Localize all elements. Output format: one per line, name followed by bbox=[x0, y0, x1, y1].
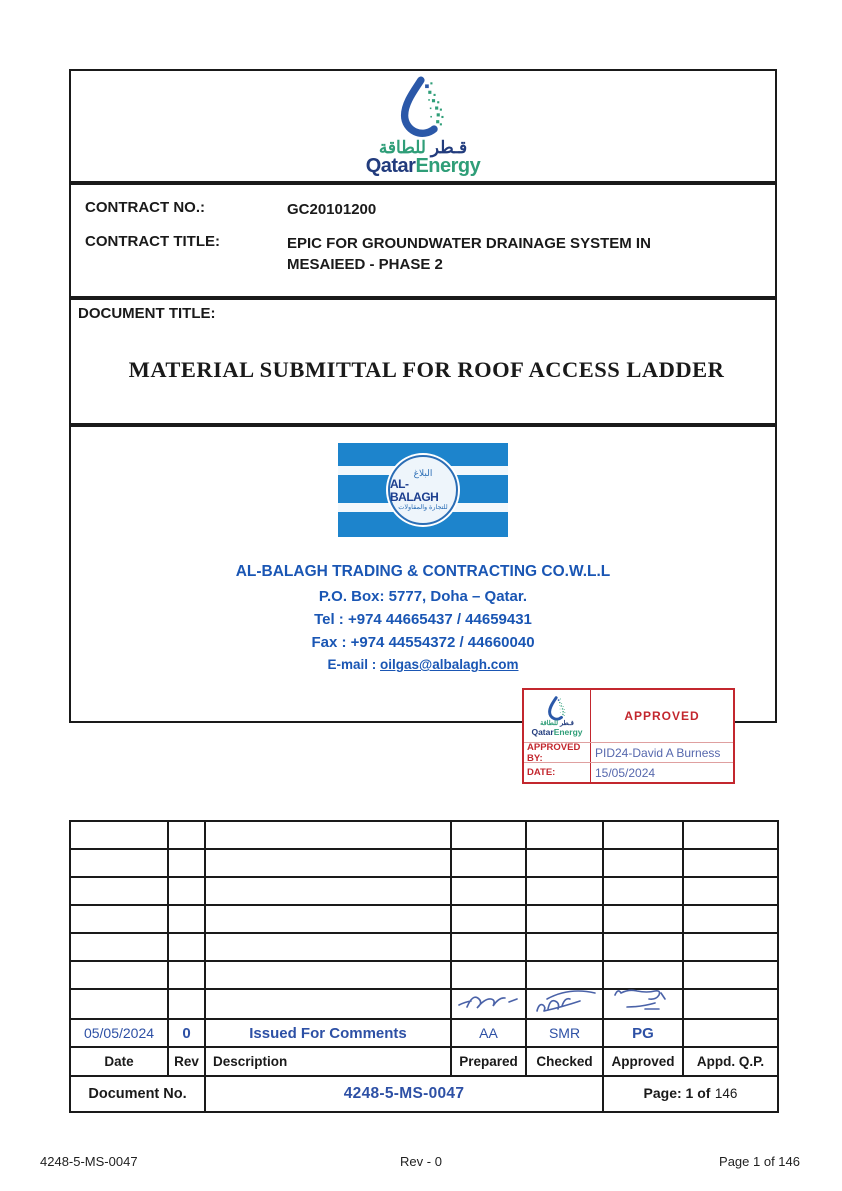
qatarenergy-drop-icon bbox=[546, 696, 568, 721]
header-checked: Checked bbox=[526, 1047, 603, 1076]
revision-empty-row bbox=[70, 821, 778, 849]
contractor-fax: Fax : +974 44554372 / 44660040 bbox=[311, 634, 535, 651]
contract-title-label: CONTRACT TITLE: bbox=[85, 233, 220, 250]
document-title-text: MATERIAL SUBMITTAL FOR ROOF ACCESS LADDER bbox=[128, 357, 725, 382]
qatarenergy-wordmark: QatarEnergy bbox=[365, 155, 481, 177]
approval-stamp bbox=[522, 688, 735, 784]
document-no-row bbox=[70, 1076, 778, 1112]
contractor-tel: Tel : +974 44665437 / 44659431 bbox=[314, 611, 532, 628]
stamp-date-label: DATE: bbox=[527, 767, 556, 778]
revision-date: 05/05/2024 bbox=[70, 1019, 168, 1047]
contractor-name: AL-BALAGH TRADING & CONTRACTING CO.W.L.L bbox=[235, 563, 611, 580]
email-link[interactable]: oilgas@albalagh.com bbox=[380, 657, 519, 672]
header-appd-qp: Appd. Q.P. bbox=[683, 1047, 778, 1076]
albalagh-arabic-top: البلاغ bbox=[413, 468, 433, 478]
revision-approved: PG bbox=[603, 1019, 683, 1047]
qatarenergy-logo bbox=[366, 76, 481, 176]
signature-prepared-icon bbox=[453, 983, 525, 1017]
header-logo-box bbox=[69, 69, 777, 183]
header-prepared: Prepared bbox=[451, 1047, 526, 1076]
revision-empty-row bbox=[70, 849, 778, 877]
stamp-approved-by-label: APPROVED BY: bbox=[527, 741, 581, 764]
revision-prepared: AA bbox=[451, 1019, 526, 1047]
contract-no-value: GC20101200 bbox=[287, 201, 377, 218]
signature-row bbox=[70, 989, 778, 1019]
stamp-approved-by-value: PID24-David A Burness bbox=[590, 743, 733, 762]
signature-prepared-cell bbox=[451, 989, 526, 1019]
contract-no-label: CONTRACT NO.: bbox=[85, 199, 205, 216]
page-count-cell bbox=[603, 1076, 778, 1112]
stamp-top-row bbox=[524, 690, 733, 742]
page-footer bbox=[0, 1154, 842, 1174]
revision-empty-row bbox=[70, 905, 778, 933]
contract-title-row bbox=[85, 233, 775, 275]
contractor-email-line bbox=[71, 657, 775, 672]
contractor-address: P.O. Box: 5777, Doha – Qatar. bbox=[318, 588, 528, 605]
stamp-date-value: 15/05/2024 bbox=[590, 763, 733, 782]
stamp-approved-by-row bbox=[524, 742, 733, 762]
email-label: E-mail : bbox=[327, 657, 381, 672]
albalagh-logo-circle bbox=[388, 455, 458, 525]
document-no-value: 4248-5-MS-0047 bbox=[205, 1076, 603, 1112]
header-rev: Rev bbox=[168, 1047, 205, 1076]
signature-checked-icon bbox=[529, 983, 601, 1017]
revision-appd-qp bbox=[683, 1019, 778, 1047]
revision-empty-row bbox=[70, 933, 778, 961]
header-approved: Approved bbox=[603, 1047, 683, 1076]
signature-approved-icon bbox=[607, 983, 679, 1017]
revision-rev: 0 bbox=[168, 1019, 205, 1047]
header-description: Description bbox=[205, 1047, 451, 1076]
signature-approved-cell bbox=[603, 989, 683, 1019]
revision-empty-row bbox=[70, 877, 778, 905]
document-title-box bbox=[69, 298, 777, 425]
header-date: Date bbox=[70, 1047, 168, 1076]
stamp-wordmark: QatarEnergy bbox=[531, 726, 583, 737]
document-no-label: Document No. bbox=[70, 1076, 205, 1112]
footer-page: Page 1 of 146 bbox=[719, 1154, 800, 1169]
contract-no-row bbox=[85, 199, 775, 220]
signature-checked-cell bbox=[526, 989, 603, 1019]
revision-table bbox=[69, 820, 779, 1113]
contractor-contact-block bbox=[71, 563, 775, 672]
qatarenergy-drop-icon bbox=[395, 76, 451, 138]
stamp-arabic-wordmark: قـطر للطاقة bbox=[540, 720, 574, 727]
contract-title-value: EPIC FOR GROUNDWATER DRAINAGE SYSTEM IN MESAIEED - PHASE 2 bbox=[287, 235, 651, 273]
revision-data-row bbox=[70, 1019, 778, 1047]
contractor-box bbox=[69, 425, 777, 723]
qatarenergy-arabic-wordmark: قـطر للطاقة bbox=[378, 138, 468, 157]
page-total: 146 bbox=[714, 1086, 738, 1101]
stamp-qatarenergy-logo bbox=[524, 690, 591, 742]
footer-rev: Rev - 0 bbox=[400, 1154, 442, 1169]
footer-doc-no: 4248-5-MS-0047 bbox=[40, 1154, 138, 1169]
revision-checked: SMR bbox=[526, 1019, 603, 1047]
albalagh-arabic-bottom: للتجارة والمقاولات bbox=[398, 504, 448, 511]
albalagh-logo-name: AL-BALAGH bbox=[390, 477, 439, 504]
contract-info-box bbox=[69, 183, 777, 298]
revision-description: Issued For Comments bbox=[205, 1019, 451, 1047]
page-label: Page: 1 of bbox=[643, 1085, 711, 1101]
stamp-date-row bbox=[524, 762, 733, 782]
albalagh-logo bbox=[338, 443, 508, 537]
document-title-label: DOCUMENT TITLE: bbox=[78, 305, 216, 322]
revision-header-row bbox=[70, 1047, 778, 1076]
stamp-status-text: APPROVED bbox=[624, 709, 700, 723]
